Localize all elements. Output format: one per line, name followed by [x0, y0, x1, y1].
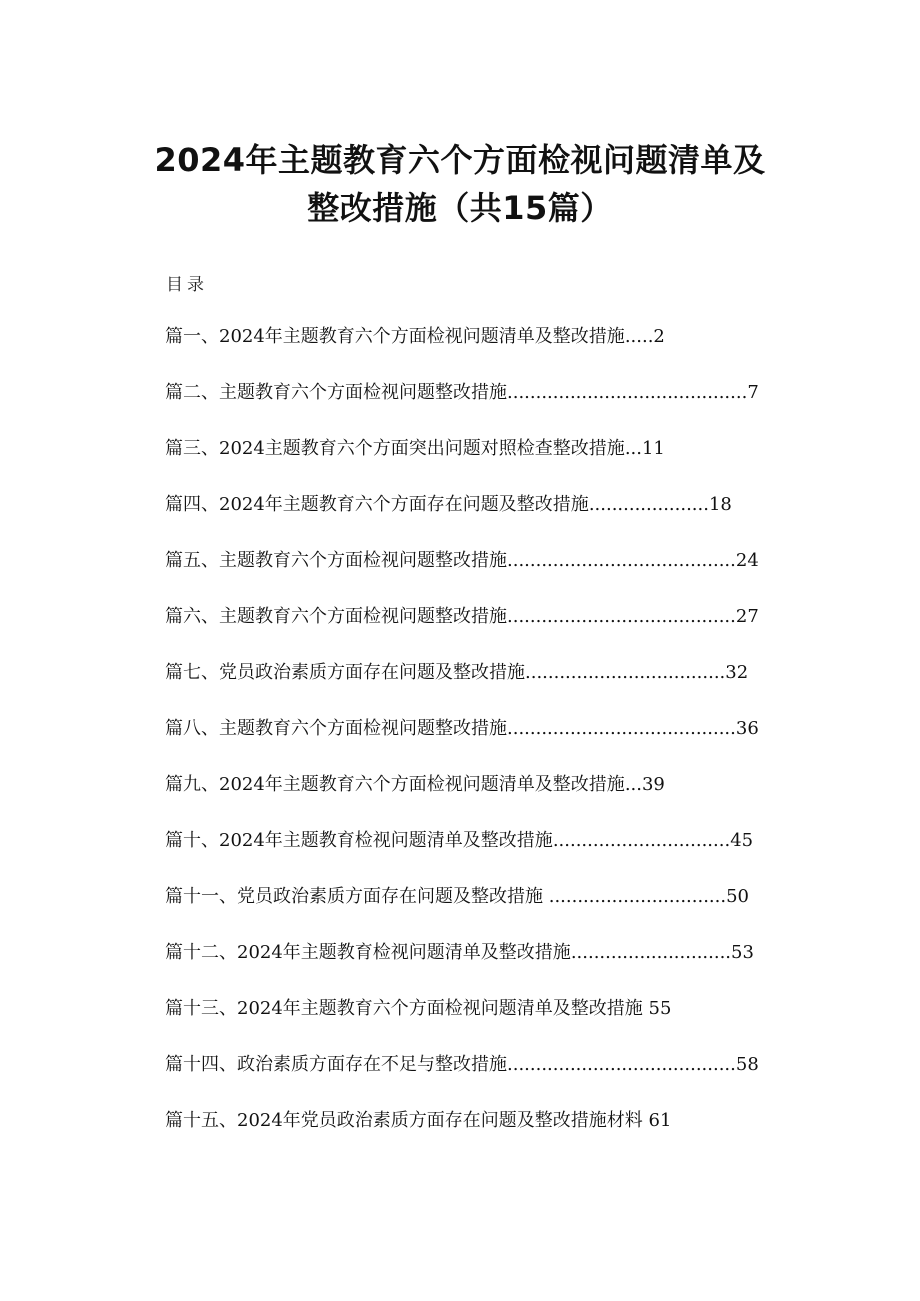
- toc-entry-title: 篇十三、2024年主题教育六个方面检视问题清单及整改措施: [165, 998, 643, 1019]
- toc-entry[interactable]: [165, 378, 765, 408]
- toc-entry-page-number: 36: [735, 718, 759, 739]
- toc-entry-page-number: 50: [726, 886, 749, 907]
- toc-entry-leader: .....................: [588, 494, 709, 515]
- toc-entry[interactable]: [165, 490, 765, 520]
- toc-entry-leader: ............................: [570, 942, 732, 963]
- toc-entry-title: 篇十一、党员政治素质方面存在问题及整改措施: [165, 886, 543, 907]
- toc-entry-page-number: 11: [641, 438, 665, 459]
- toc-entry-page-number: 32: [725, 662, 749, 683]
- toc-entry-title: 篇二、主题教育六个方面检视问题整改措施: [165, 382, 507, 403]
- document-title-line-2: 整改措施（共15篇）: [307, 189, 613, 227]
- toc-entry[interactable]: [165, 546, 765, 576]
- toc-entry-leader: ........................................: [507, 1054, 736, 1075]
- toc-entry-page-number: 61: [648, 1110, 672, 1131]
- toc-entry[interactable]: [165, 658, 765, 688]
- toc-entry-page-number: 24: [735, 550, 759, 571]
- toc-entry-page-number: 39: [641, 774, 665, 795]
- toc-entry-title: 篇八、主题教育六个方面检视问题整改措施: [165, 718, 507, 739]
- toc-entry-title: 篇五、主题教育六个方面检视问题整改措施: [165, 550, 507, 571]
- toc-entry-page-number: 53: [731, 942, 754, 963]
- toc-entry-title: 篇七、党员政治素质方面存在问题及整改措施: [165, 662, 525, 683]
- toc-entry-leader: .....: [624, 326, 654, 347]
- toc-entry-leader: ........................................: [507, 718, 736, 739]
- toc-entry-title: 篇四、2024年主题教育六个方面存在问题及整改措施: [165, 494, 589, 515]
- toc-entry-title: 篇一、2024年主题教育六个方面检视问题清单及整改措施: [165, 326, 625, 347]
- toc-entry-title: 篇九、2024年主题教育六个方面检视问题清单及整改措施: [165, 774, 625, 795]
- toc-entry-leader: ...: [624, 438, 642, 459]
- document-title-line-1: 2024年主题教育六个方面检视问题清单及: [154, 141, 766, 179]
- toc-entry-title: 篇三、2024主题教育六个方面突出问题对照检查整改措施: [165, 438, 625, 459]
- toc-entry-title: 篇十五、2024年党员政治素质方面存在问题及整改措施材料: [165, 1110, 643, 1131]
- toc-entry-title: 篇十四、政治素质方面存在不足与整改措施: [165, 1054, 507, 1075]
- toc-entry-page-number: 45: [730, 830, 754, 851]
- toc-entry-leader: ...............................: [543, 886, 727, 907]
- toc-entry-page-number: 18: [708, 494, 732, 515]
- toc-entry-leader: ........................................: [507, 550, 736, 571]
- toc-entry-page-number: 7: [747, 382, 759, 403]
- toc-entry[interactable]: [165, 882, 765, 912]
- toc-entry[interactable]: [165, 938, 765, 968]
- toc-entry-page-number: 2: [653, 326, 665, 347]
- toc-entry-page-number: 58: [735, 1054, 759, 1075]
- toc-entry-leader: ...: [624, 774, 642, 795]
- toc-entry[interactable]: [165, 826, 765, 856]
- toc-entry-leader: ...................................: [525, 662, 726, 683]
- toc-entry-page-number: 27: [735, 606, 759, 627]
- toc-entry[interactable]: [165, 434, 765, 464]
- toc-entry[interactable]: [165, 1050, 765, 1080]
- toc-entry-leader: ..........................................: [507, 382, 748, 403]
- toc-entry[interactable]: [165, 1106, 765, 1136]
- toc-entry-title: 篇十二、2024年主题教育检视问题清单及整改措施: [165, 942, 571, 963]
- toc-entry[interactable]: [165, 994, 765, 1024]
- toc-entry-leader: ........................................: [507, 606, 736, 627]
- toc-entry-leader: ...............................: [552, 830, 731, 851]
- toc-entry[interactable]: [165, 602, 765, 632]
- toc-entry[interactable]: [165, 714, 765, 744]
- toc-heading: 目录: [166, 275, 208, 295]
- toc-entry-title: 篇十、2024年主题教育检视问题清单及整改措施: [165, 830, 553, 851]
- toc-entry[interactable]: [165, 322, 765, 352]
- toc-entry-title: 篇六、主题教育六个方面检视问题整改措施: [165, 606, 507, 627]
- toc-entry-page-number: 55: [648, 998, 672, 1019]
- toc-entry[interactable]: [165, 770, 765, 800]
